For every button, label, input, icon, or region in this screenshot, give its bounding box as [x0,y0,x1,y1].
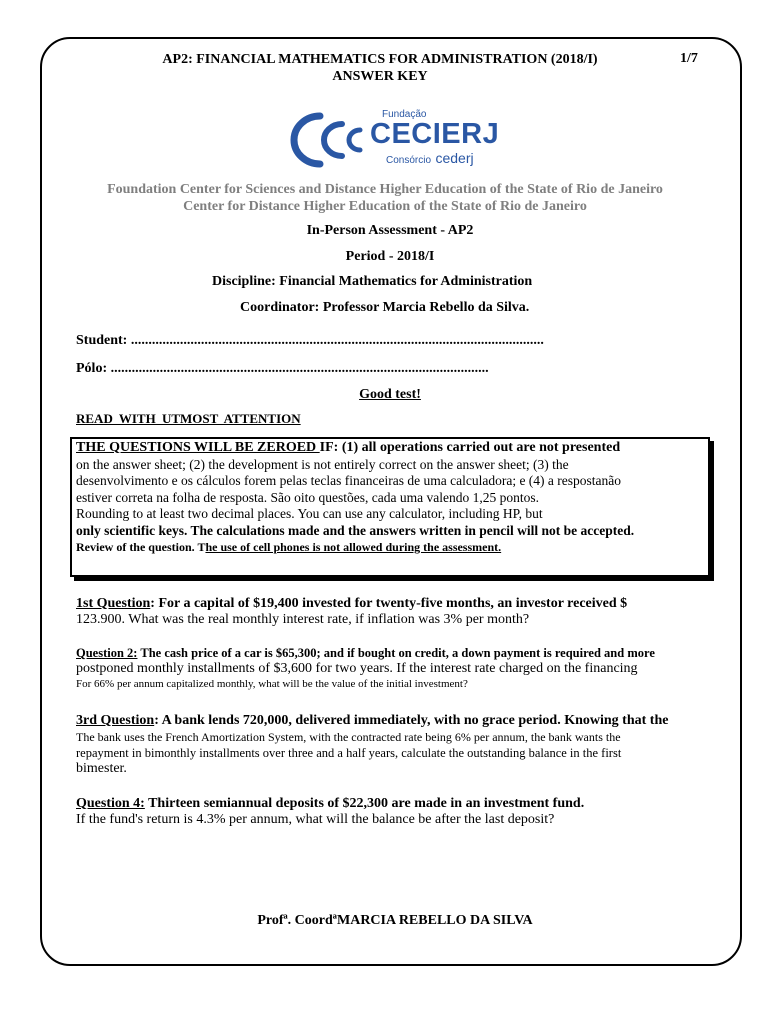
notice-if: IF: (1) all operations carried out are not presented [319,440,621,455]
logo-top-text: Fundação [382,109,427,120]
institution-line-1: Foundation Center for Sciences and Distance Higher Education of the State of Rio de Janeiro [107,182,663,197]
student-field [76,333,544,349]
footer-signature: Profª. CoordªMARCIA REBELLO DA SILVA [257,913,533,928]
question-2-text: The cash price of a car is $65,300; and if bought on credit, a down payment is required and more [137,646,655,660]
header-title: AP2: FINANCIAL MATHEMATICS FOR ADMINISTRATION (2018/I) [162,52,598,67]
question-2-label: Question 2: [76,646,138,660]
header-subtitle: ANSWER KEY [332,69,428,84]
notice-lead: THE QUESTIONS WILL BE ZEROED [76,440,320,455]
cecierj-logo [290,108,500,170]
question-3-line-4: bimester. [76,761,127,776]
notice-line-7a: Review of the question. T [76,540,206,554]
notice-line-7 [76,539,728,556]
assessment-coordinator: Coordinator: Professor Marcia Rebello da Silva. [240,300,530,315]
assessment-period: Period - 2018/I [345,249,435,264]
read-attention: READ WITH UTMOST ATTENTION [76,411,301,426]
notice-line-1 [76,440,728,457]
notice-line-2: on the answer sheet; (2) the development is not entirely correct on the answer sheet; (3) the [76,456,569,472]
question-3-text: : A bank lends 720,000, delivered immediately, with no grace period. Knowing that the [154,713,669,728]
notice-line-4: estiver correta na folha de resposta. São oito questões, cada uma valendo 1,25 pontos. [76,489,539,505]
polo-label: Pólo: [76,361,108,376]
question-2-line-3: For 66% per annum capitalized monthly, what will be the value of the initial investment? [76,678,468,690]
institution-names [60,181,710,215]
question-4-line-1 [76,796,728,812]
logo-cederj: cederj [435,150,474,166]
question-2-line-2: postponed monthly installments of $3,600 for two years. If the interest rate charged on the financing [76,661,638,676]
notice-line-7b: he use of cell phones is not allowed during the assessment. [205,540,502,554]
logo-consorcio: Consórcio [386,155,432,166]
question-3-line-1 [76,713,728,729]
question-4 [76,796,728,828]
notice-text [76,440,728,556]
question-1 [76,596,728,628]
notice-line-5: Rounding to at least two decimal places. You can use any calculator, including HP, but [76,506,543,521]
polo-dots: ............................................................................................................ [110,361,489,376]
institution-line-2: Center for Distance Higher Education of the State of Rio de Janeiro [183,199,587,214]
question-3-label: 3rd Question [76,713,155,728]
question-3 [76,713,728,777]
document-header [100,51,660,85]
student-dots: ...................................................................................................................... [130,333,544,348]
assessment-type: In-Person Assessment - AP2 [306,223,474,238]
question-1-label: 1st Question [76,596,151,611]
notice-line-3: desenvolvimento e os cálculos forem pelas teclas financeiras de uma calculadora; e (4) a respostanão [76,473,622,488]
page-number: 1/7 [680,51,698,66]
question-4-text: Thirteen semiannual deposits of $22,300 are made in an investment fund. [144,796,585,811]
notice-line-6: only scientific keys. The calculations made and the answers written in pencil will not be accepted. [76,522,635,538]
good-test: Good test! [359,387,421,402]
student-label: Student: [76,333,128,348]
logo-bottom-text [386,150,474,168]
question-2-line-1 [76,645,728,661]
question-1-line-1 [76,596,728,612]
polo-field [76,361,489,377]
question-4-label: Question 4: [76,796,145,811]
question-3-line-3: repayment in bimonthly installments over three and a half years, calculate the outstanding balance in the first [76,746,622,760]
question-3-line-2: The bank uses the French Amortization System, with the contracted rate being 6% per annum, the bank wants the [76,730,621,744]
logo-main-text: CECIERJ [370,118,500,150]
question-1-line-2: 123.900. What was the real monthly interest rate, if inflation was 3% per month? [76,612,530,627]
question-2 [76,645,728,691]
question-1-text: : For a capital of $19,400 invested for twenty-five months, an investor received $ [150,596,628,611]
assessment-discipline: Discipline: Financial Mathematics for Administration [212,274,533,289]
question-4-line-2: If the fund's return is 4.3% per annum, what will the balance be after the last deposit? [76,812,555,827]
